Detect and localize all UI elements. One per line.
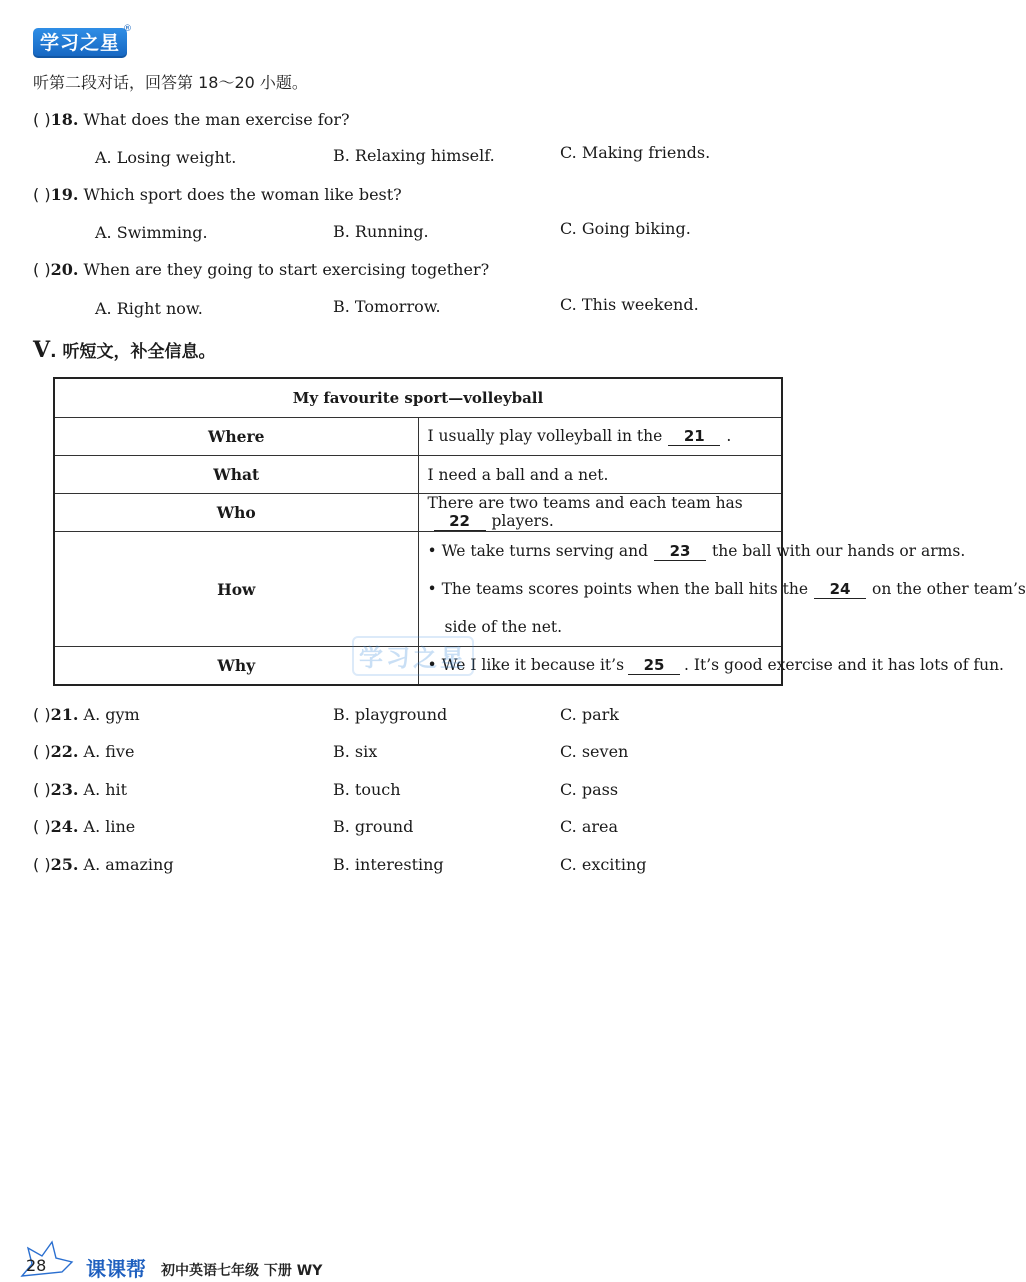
row-text: There are two teams and each team has [427,494,743,512]
option-b: B. Running. [333,222,429,241]
question-text: Which sport does the woman like best? [83,185,402,204]
how-line-2 [427,570,1026,608]
option-c: C. exciting [560,855,647,874]
table-row-what [54,456,782,494]
row-text-end: . It’s good exercise and it has lots of fun. [684,656,1004,674]
option-a: A. gym [83,705,140,724]
option-a: A. line [83,817,136,836]
option-b: B. touch [333,780,401,799]
question-20 [33,260,489,279]
answer-paren[interactable]: ( ) [33,185,51,204]
option-b: B. Relaxing himself. [333,146,495,165]
section-heading: . 听短文，补全信息。 [50,342,216,362]
question-22 [33,742,134,761]
option-c: C. seven [560,742,629,761]
answer-paren[interactable]: ( ) [33,742,51,761]
how-line-3: side of the net. [444,618,563,636]
answer-paren[interactable]: ( ) [33,780,51,799]
blank-22[interactable]: 22 [434,513,486,531]
option-c: C. area [560,817,619,836]
footer-subtitle: 初中英语七年级 下册 WY [161,1263,323,1279]
option-b: B. interesting [333,855,444,874]
blank-23[interactable]: 23 [654,543,706,561]
table-row-where [54,418,782,456]
question-number: 18. [50,110,79,129]
row-label: Why [54,647,418,686]
blank-21[interactable]: 21 [668,428,720,446]
row-label: Who [54,494,418,532]
option-a: A. Losing weight. [95,148,237,167]
option-a: A. amazing [83,855,174,874]
row-label: Where [54,418,418,456]
option-a: A. hit [83,780,128,799]
question-number: 20. [50,260,79,279]
row-content [418,494,782,532]
section-title [33,337,215,363]
question-text: What does the man exercise for? [83,110,350,129]
answer-paren[interactable]: ( ) [33,110,51,129]
question-number: 25. [50,855,79,874]
blank-24[interactable]: 24 [814,581,866,599]
row-text-end: players. [491,512,554,530]
question-number: 21. [50,705,79,724]
question-19 [33,185,402,204]
line-text: • The teams scores points when the ball hits the [427,580,809,598]
option-b: B. six [333,742,378,761]
option-b: B. Tomorrow. [333,297,441,316]
row-text-end: . [726,427,732,445]
page-number: 28 [26,1256,47,1275]
question-text: When are they going to start exercising together? [83,260,490,279]
option-a: A. Right now. [95,299,203,318]
line-text-end: on the other team’s [872,580,1026,598]
question-18 [33,110,350,129]
blank-25[interactable]: 25 [628,657,680,675]
row-label: What [54,456,418,494]
row-text: I usually play volleyball in the [427,427,663,445]
table-row-who [54,494,782,532]
question-24 [33,817,135,836]
brand-logo: 学习之星 [33,28,127,58]
question-number: 19. [50,185,79,204]
question-21 [33,705,140,724]
table-row-how [54,532,782,647]
row-text: • We I like it because it’s [427,656,625,674]
row-content: I need a ball and a net. [418,456,782,494]
option-c: C. Making friends. [560,143,711,162]
option-b: B. ground [333,817,414,836]
registered-mark: ® [123,24,132,34]
answer-paren[interactable]: ( ) [33,855,51,874]
option-c: C. park [560,705,619,724]
page-footer [18,1236,338,1281]
option-c: C. Going biking. [560,219,691,238]
answer-paren[interactable]: ( ) [33,260,51,279]
question-23 [33,780,127,799]
answer-paren[interactable]: ( ) [33,705,51,724]
question-number: 24. [50,817,79,836]
line-text-end: the ball with our hands or arms. [712,542,966,560]
line-text: • We take turns serving and [427,542,649,560]
watermark-logo: 学习之星 [352,636,474,676]
footer-brand: 课课帮 [86,1257,146,1281]
question-number: 23. [50,780,79,799]
row-content [418,418,782,456]
option-a: A. Swimming. [95,223,208,242]
section-number: V [33,337,51,363]
how-line-1 [427,532,966,570]
answer-paren[interactable]: ( ) [33,817,51,836]
question-25 [33,855,174,874]
option-c: C. pass [560,780,619,799]
row-content [418,532,1026,647]
table-title: My favourite sport—volleyball [54,378,782,418]
option-c: C. This weekend. [560,295,699,314]
question-number: 22. [50,742,79,761]
instruction-text: 听第二段对话，回答第 18～20 小题。 [33,73,308,92]
option-b: B. playground [333,705,448,724]
option-a: A. five [83,742,135,761]
row-label: How [54,532,418,647]
